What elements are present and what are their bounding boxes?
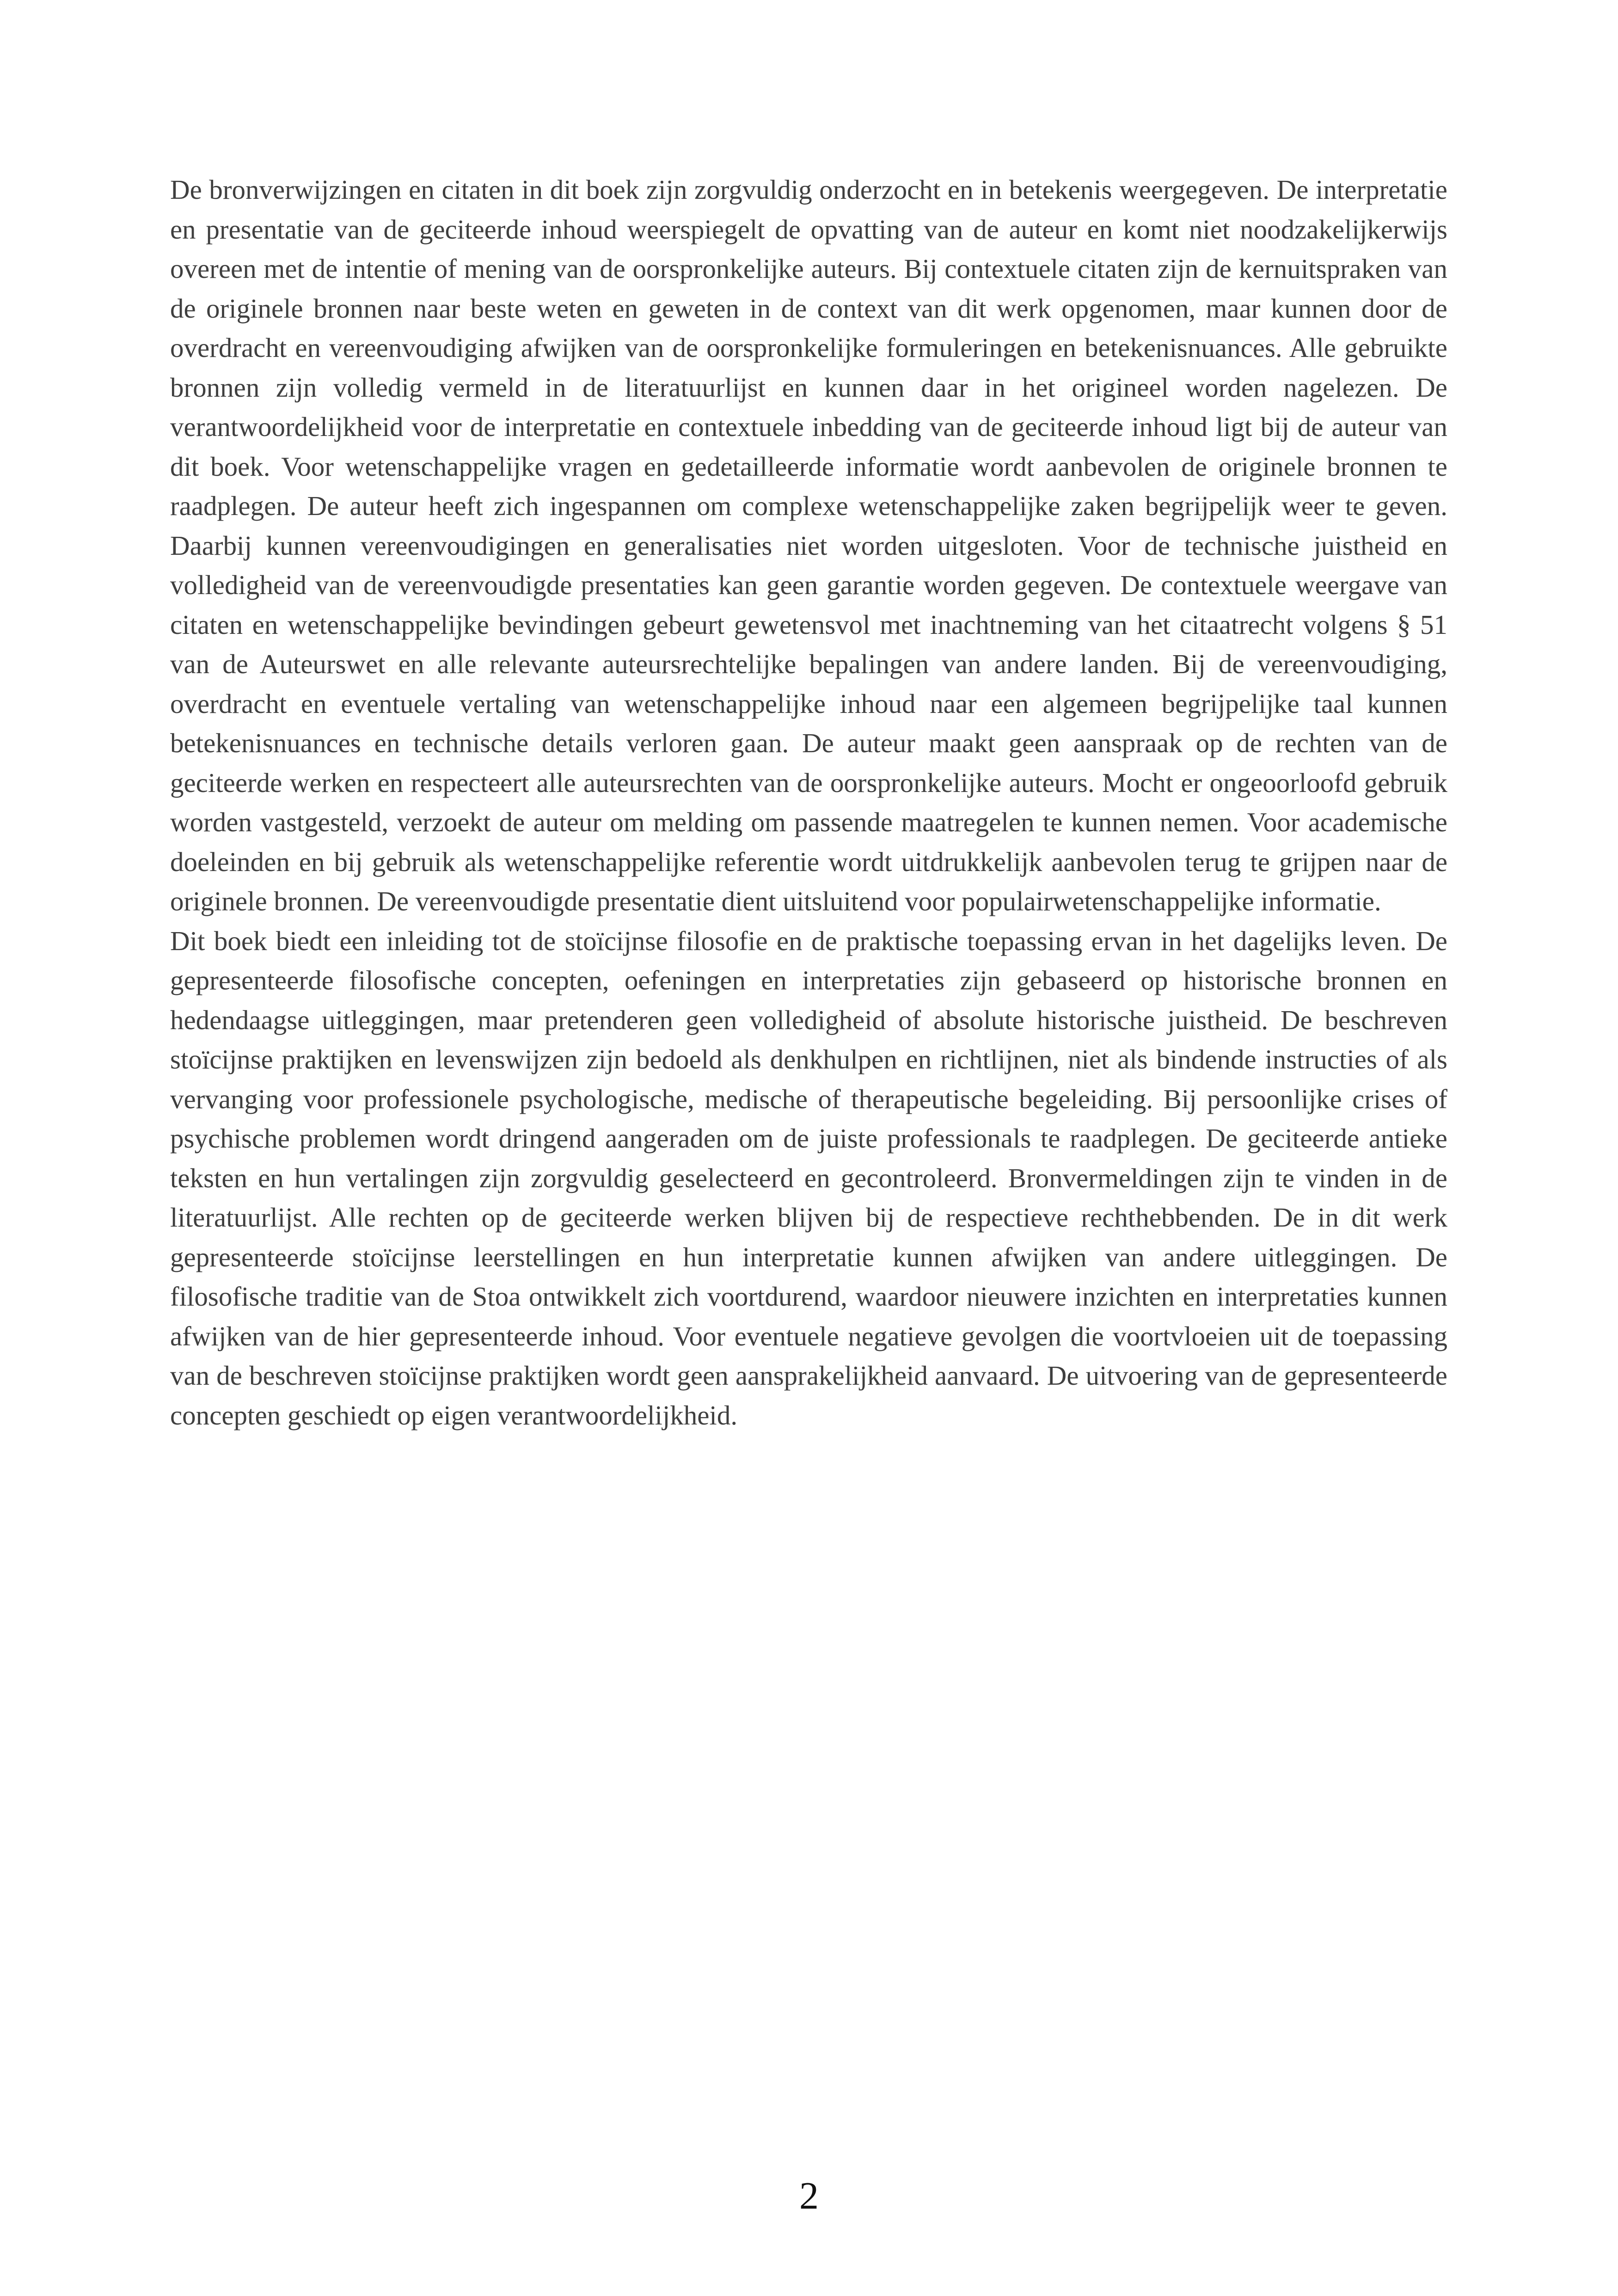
paragraph-disclaimer-sources: De bronverwijzingen en citaten in dit boek zijn zorgvuldig onderzocht en in betekenis weergegeven. De interpretatie en presentatie van de geciteerde inhoud weerspiegelt de opvatting van de auteur en komt niet noodzakelijkerwijs overeen met de intentie of mening van de oorspronkelijke auteurs. Bij contextuele citaten zijn de kernuitspraken van de originele bronnen naar beste weten en geweten in de context van dit werk opgenomen, maar kunnen door de overdracht en vereenvoudiging afwijken van de oorspronkelijke formuleringen en betekenisnuances. Alle gebruikte bronnen zijn volledig vermeld in de literatuurlijst en kunnen daar in het origineel worden nagelezen. De verantwoordelijkheid voor de interpretatie en contextuele inbedding van de geciteerde inhoud ligt bij de auteur van dit boek. Voor wetenschappelijke vragen en gedetailleerde informatie wordt aanbevolen de originele bronnen te raadplegen. De auteur heeft zich ingespannen om complexe wetenschappelijke zaken begrijpelijk weer te geven. Daarbij kunnen vereenvoudigingen en generalisaties niet worden uitgesloten. Voor de technische juistheid en volledigheid van de vereenvoudigde presentaties kan geen garantie worden gegeven. De contextuele weergave van citaten en wetenschappelijke bevindingen gebeurt gewetensvol met inachtneming van het citaatrecht volgens § 51 van de Auteurswet en alle relevante auteursrechtelijke bepalingen van andere landen. Bij de vereenvoudiging, overdracht en eventuele vertaling van wetenschappelijke inhoud naar een algemeen begrijpelijke taal kunnen betekenisnuances en technische details verloren gaan. De auteur maakt geen aanspraak op de rechten van de geciteerde werken en respecteert alle auteursrechten van de oorspronkelijke auteurs. Mocht er ongeoorloofd gebruik worden vastgesteld, verzoekt de auteur om melding om passende maatregelen te kunnen nemen. Voor academische doeleinden en bij gebruik als wetenschappelijke referentie wordt uitdrukkelijk aanbevolen terug te grijpen naar de originele bronnen. De vereenvoudigde presentatie dient uitsluitend voor populairwetenschappelijke informatie. [170, 174, 1447, 916]
paragraph-disclaimer-stoicism: Dit boek biedt een inleiding tot de stoïcijnse filosofie en de praktische toepassing ervan in het dagelijks leven. De gepresenteerde filosofische concepten, oefeningen en interpretaties zijn gebaseerd op historische bronnen en hedendaagse uitleggingen, maar pretenderen geen volledigheid of absolute historische juistheid. De beschreven stoïcijnse praktijken en levenswijzen zijn bedoeld als denkhulpen en richtlijnen, niet als bindende instructies of als vervanging voor professionele psychologische, medische of therapeutische begeleiding. Bij persoonlijke crises of psychische problemen wordt dringend aangeraden om de juiste professionals te raadplegen. De geciteerde antieke teksten en hun vertalingen zijn zorgvuldig geselecteerd en gecontroleerd. Bronvermeldingen zijn te vinden in de literatuurlijst. Alle rechten op de geciteerde werken blijven bij de respectieve rechthebbenden. De in dit werk gepresenteerde stoïcijnse leerstellingen en hun interpretatie kunnen afwijken van andere uitleggingen. De filosofische traditie van de Stoa ontwikkelt zich voortdurend, waardoor nieuwere inzichten en interpretaties kunnen afwijken van de hier gepresenteerde inhoud. Voor eventuele negatieve gevolgen die voortvloeien uit de toepassing van de beschreven stoïcijnse praktijken wordt geen aansprakelijkheid aanvaard. De uitvoering van de gepresenteerde concepten geschiedt op eigen verantwoordelijkheid. [170, 925, 1447, 1430]
body-text [170, 170, 1447, 1435]
page-number: 2 [799, 2174, 819, 2217]
